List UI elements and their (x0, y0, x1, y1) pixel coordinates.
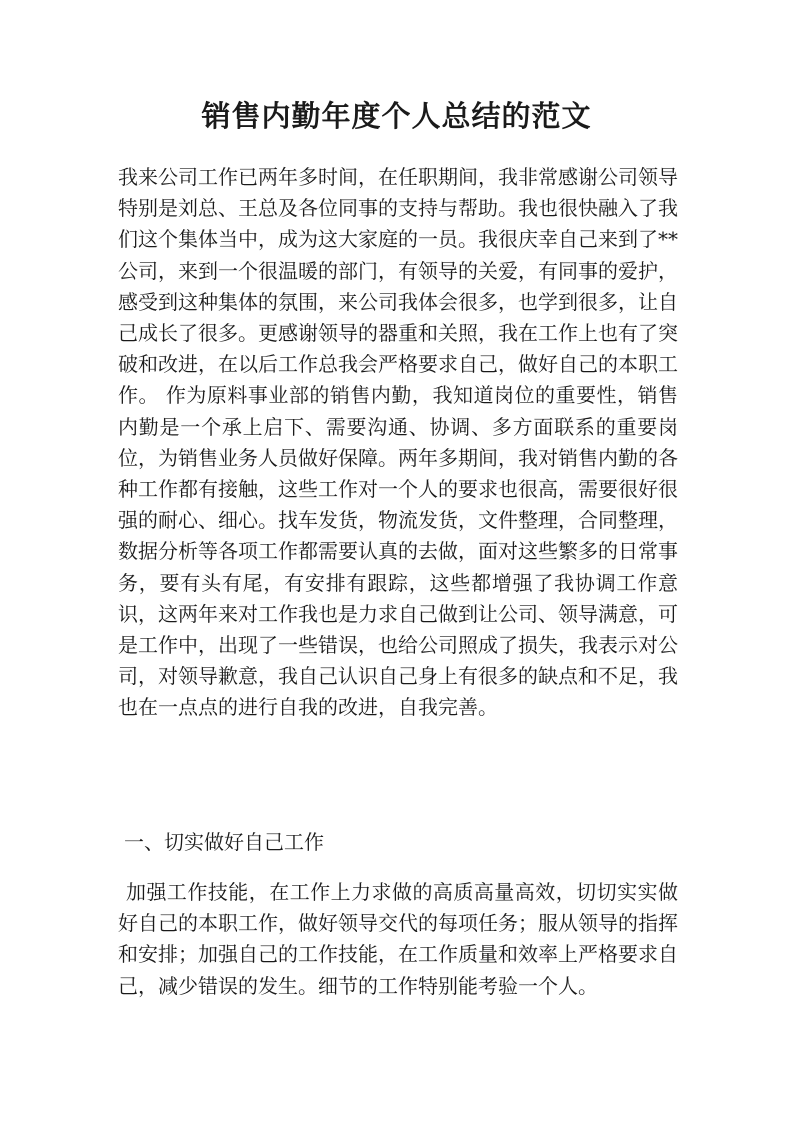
body-paragraph-intro: 我来公司工作已两年多时间，在任职期间，我非常感谢公司领导特别是刘总、王总及各位同事的支持与帮助。我也很快融入了我们这个集体当中，成为这大家庭的一员。我很庆幸自己来到了**公司，来到一个很温暖的部门，有领导的关爱，有同事的爱护，感受到这种集体的氛围，来公司我体会很多，也学到很多，让自己成长了很多。更感谢领导的器重和关照，我在工作上也有了突破和改进，在以后工作总我会严格要求自己，做好自己的本职工作。 作为原料事业部的销售内勤，我知道岗位的重要性，销售内勤是一个承上启下、需要沟通、协调、多方面联系的重要岗位，为销售业务人员做好保障。两年多期间，我对销售内勤的各种工作都有接触，这些工作对一个人的要求也很高，需要很好很强的耐心、细心。找车发货，物流发货，文件整理，合同整理，数据分析等各项工作都需要认真的去做，面对这些繁多的日常事务，要有头有尾，有安排有跟踪，这些都增强了我协调工作意识，这两年来对工作我也是力求自己做到让公司、领导满意，可是工作中，出现了一些错误，也给公司照成了损失，我表示对公司，对领导歉意，我自己认识自己身上有很多的缺点和不足，我也在一点点的进行自我的改进，自我完善。 (118, 165, 678, 720)
body-paragraph-skills: 加强工作技能，在工作上力求做的高质高量高效，切切实实做好自己的本职工作，做好领导交代的每项任务；服从领导的指挥和安排；加强自己的工作技能，在工作质量和效率上严格要求自己，减少错误的发生。细节的工作特别能考验一个人。 (118, 880, 678, 998)
section-heading: 一、切实做好自己工作 (124, 830, 324, 854)
document-title: 销售内勤年度个人总结的范文 (201, 99, 592, 133)
